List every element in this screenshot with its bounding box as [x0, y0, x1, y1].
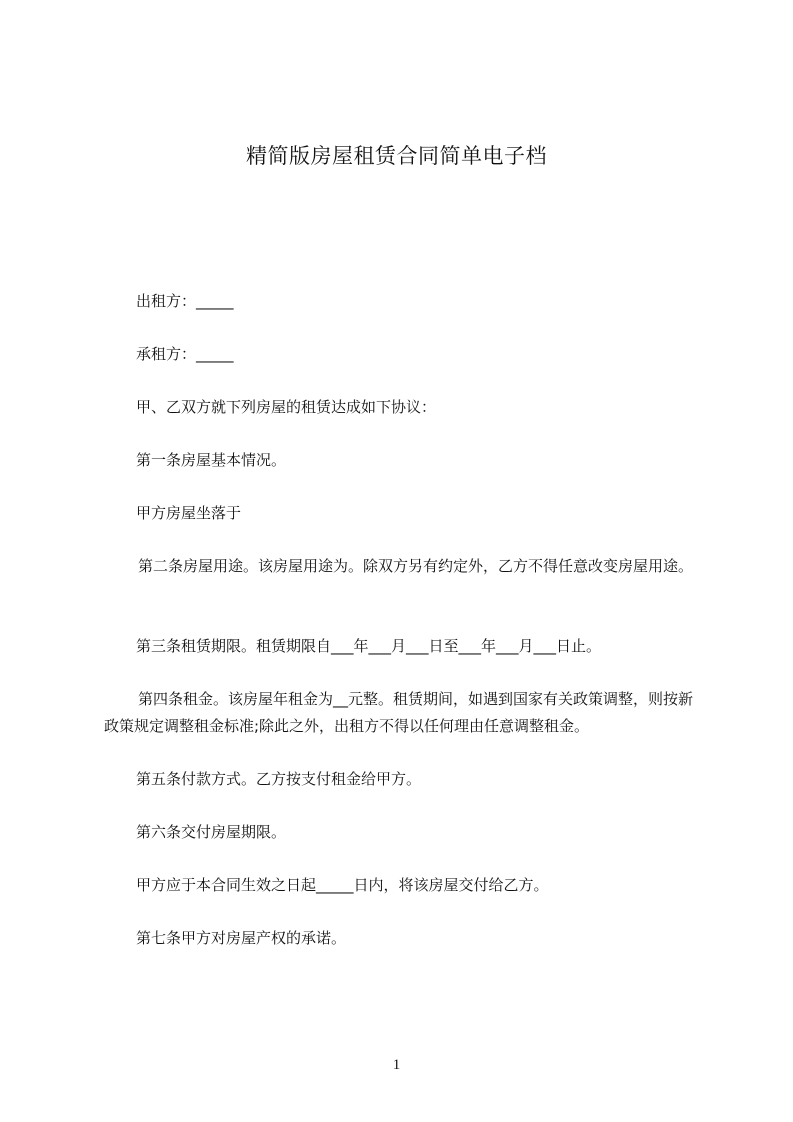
document-title: 精简版房屋租赁合同简单电子档: [246, 144, 547, 168]
page-number: 1: [392, 1057, 401, 1073]
paragraph-property-location: 甲方房屋坐落于: [136, 504, 242, 522]
paragraph-agreement-intro: 甲、乙双方就下列房屋的租赁达成如下协议：: [136, 398, 437, 416]
paragraph-lessee: 承租方：_____: [136, 345, 234, 363]
paragraph-delivery-deadline: 甲方应于本合同生效之日起_____日内，将该房屋交付给乙方。: [136, 876, 549, 894]
paragraph-article-3: 第三条租赁期限。租赁期限自___年___月___日至___年___月___日止。: [136, 637, 602, 655]
paragraph-article-7: 第七条甲方对房屋产权的承诺。: [136, 929, 347, 947]
paragraph-article-6: 第六条交付房屋期限。: [136, 823, 287, 841]
paragraph-article-4: 第四条租金。该房屋年租金为__元整。租赁期间，如遇到国家有关政策调整，则按新政策规定调整租金标准;除此之外，出租方不得以任何理由任意调整租金。: [104, 690, 694, 735]
paragraph-lessor: 出租方：_____: [136, 292, 234, 310]
paragraph-article-5: 第五条付款方式。乙方按支付租金给甲方。: [136, 770, 422, 788]
paragraph-article-2: 第二条房屋用途。该房屋用途为。除双方另有约定外，乙方不得任意改变房屋用途。: [138, 557, 694, 575]
paragraph-article-1: 第一条房屋基本情况。: [136, 451, 287, 469]
